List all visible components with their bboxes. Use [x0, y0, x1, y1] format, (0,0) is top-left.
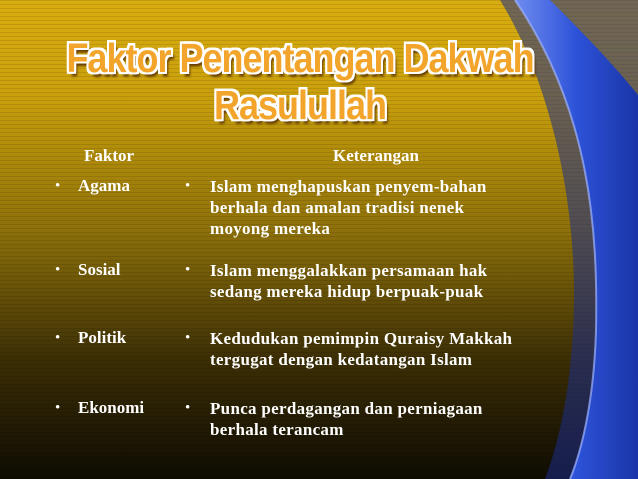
description-line: moyong mereka: [210, 219, 331, 238]
description-line: Islam menggalakkan persamaan hak: [210, 261, 488, 280]
factor-description: [210, 176, 610, 239]
factor-label: Ekonomi: [78, 398, 145, 417]
bullet-icon: •: [55, 330, 61, 346]
column-header-faktor: Faktor: [84, 146, 135, 165]
description-line: Punca perdagangan dan perniagaan: [210, 399, 483, 418]
factor-description: [210, 398, 610, 440]
factor-label: Sosial: [78, 260, 121, 279]
factor-description: [210, 328, 610, 370]
column-header-keterangan: Keterangan: [333, 146, 419, 165]
description-line: berhala dan amalan tradisi nenek: [210, 198, 465, 217]
bullet-icon: •: [55, 178, 61, 194]
bullet-icon: •: [185, 262, 191, 278]
bullet-icon: •: [185, 178, 191, 194]
description-line: Islam menghapuskan penyem-bahan: [210, 177, 487, 196]
factor-description: [210, 260, 610, 302]
factor-label: Agama: [78, 176, 130, 195]
slide-title: Faktor Penentangan Dakwah Rasulullah: [66, 34, 534, 128]
bullet-icon: •: [55, 400, 61, 416]
factor-label: Politik: [78, 328, 127, 347]
description-line: sedang mereka hidup berpuak-puak: [210, 282, 484, 301]
bullet-icon: •: [55, 262, 61, 278]
bullet-icon: •: [185, 330, 191, 346]
description-line: Kedudukan pemimpin Quraisy Makkah: [210, 329, 513, 348]
bullet-icon: •: [185, 400, 191, 416]
description-line: berhala terancam: [210, 420, 344, 439]
description-line: tergugat dengan kedatangan Islam: [210, 350, 473, 369]
